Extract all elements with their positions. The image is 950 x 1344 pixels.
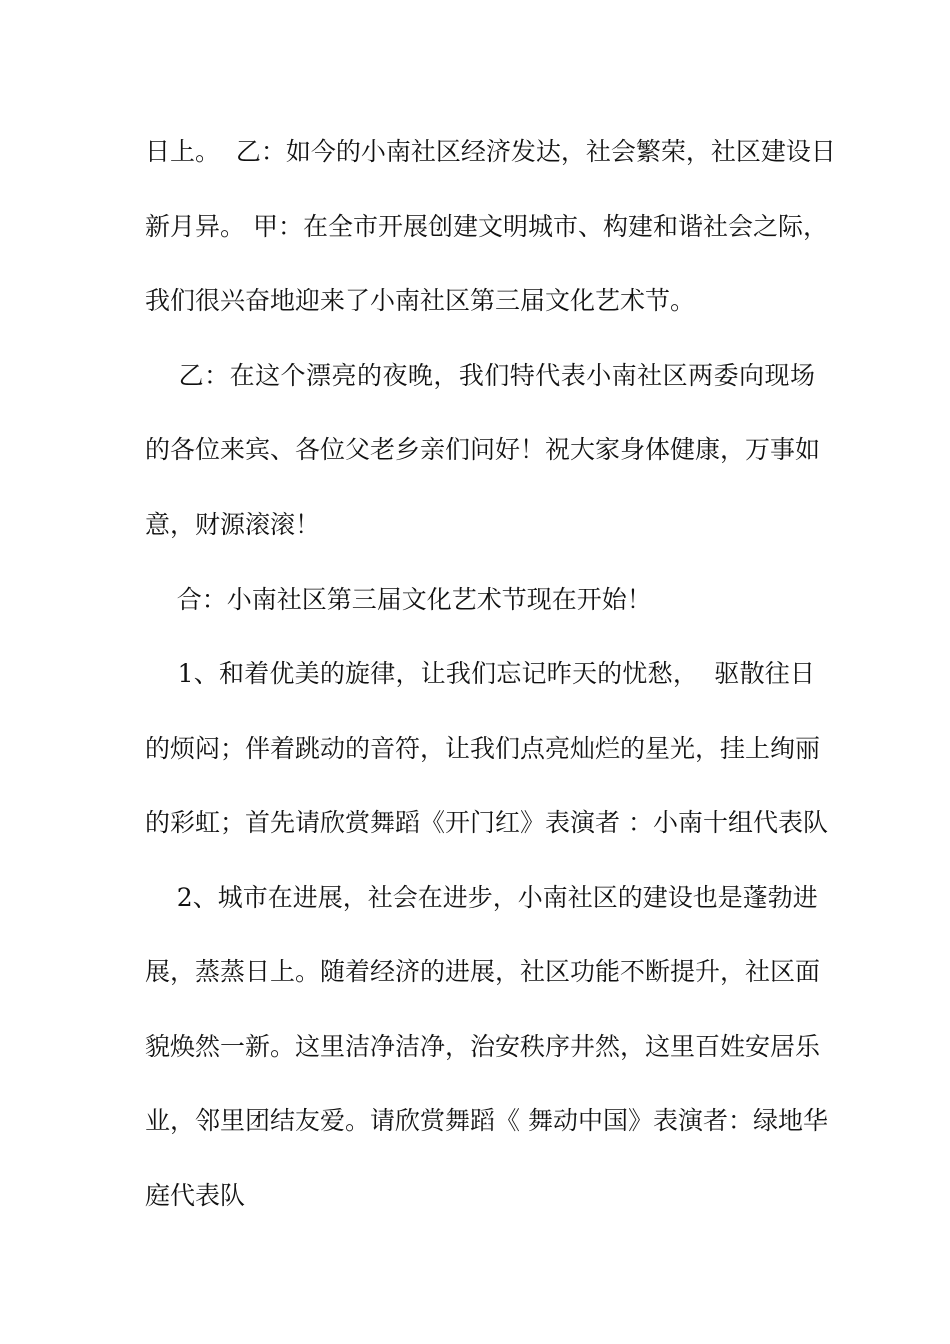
text-line: 貌焕然一新。这里洁净洁净，治安秩序井然，这里百姓安居乐 xyxy=(145,1032,821,1061)
text-line: 的彩虹；首先请欣赏舞蹈《开门红》表演者 ：小南十组代表队 xyxy=(145,808,828,837)
text-line: 新月异。 甲：在全市开展创建文明城市、构建和谐社会之际， xyxy=(145,212,828,241)
text-line: 我们很兴奋地迎来了小南社区第三届文化艺术节。 xyxy=(145,286,696,315)
text-line: 业，邻里团结友爱。请欣赏舞蹈《 舞动中国》表演者：绿地华 xyxy=(145,1106,828,1135)
text-line: 日上。 乙：如今的小南社区经济发达，社会繁荣，社区建设日 xyxy=(145,137,836,166)
text-line: 展，蒸蒸日上。随着经济的进展，社区功能不断提升，社区面 xyxy=(145,957,821,986)
text-line: 合：小南社区第三届文化艺术节现在开始！ xyxy=(145,585,652,614)
text-line: 庭代表队 xyxy=(145,1181,246,1210)
text-line: 的各位来宾、各位父老乡亲们问好！祝大家身体健康，万事如 xyxy=(145,435,821,464)
text-line: 乙：在这个漂亮的夜晚，我们特代表小南社区两委向现场 xyxy=(145,361,815,390)
text-line: 2、城市在进展，社会在进步，小南社区的建设也是蓬勃进 xyxy=(145,883,818,912)
text-line: 1、和着优美的旋律，让我们忘记昨天的忧愁， 驱散往日 xyxy=(145,659,815,688)
text-line: 的烦闷；伴着跳动的音符，让我们点亮灿烂的星光，挂上绚丽 xyxy=(145,734,821,763)
text-line: 意，财源滚滚！ xyxy=(145,510,321,539)
